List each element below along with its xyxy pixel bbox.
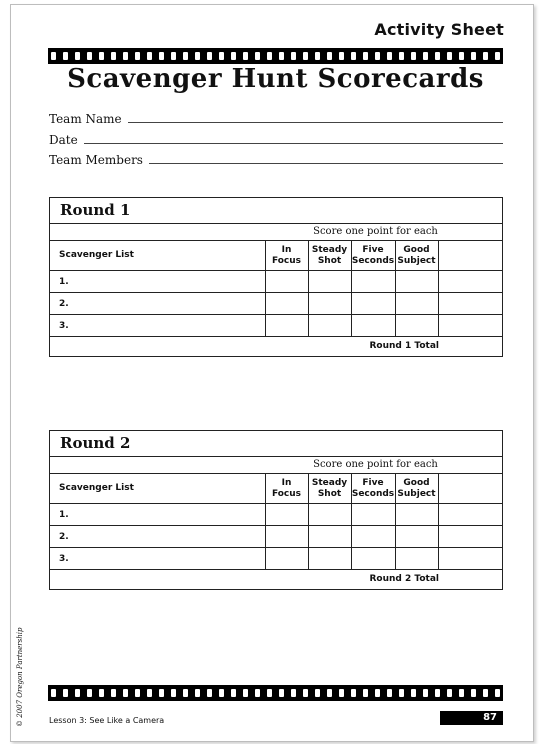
sprocket-hole bbox=[219, 52, 224, 60]
sprocket-hole bbox=[387, 689, 392, 697]
score-cell[interactable] bbox=[395, 315, 438, 337]
sprocket-hole bbox=[483, 52, 488, 60]
five-seconds-header bbox=[351, 474, 395, 504]
round-1-total-row[interactable] bbox=[50, 337, 502, 356]
score-cell[interactable] bbox=[438, 548, 502, 570]
score-cell[interactable] bbox=[308, 315, 351, 337]
sprocket-hole bbox=[459, 52, 464, 60]
table-row bbox=[50, 526, 502, 548]
date-label: Date bbox=[49, 133, 78, 147]
score-cell[interactable] bbox=[395, 526, 438, 548]
blank-header bbox=[438, 241, 502, 271]
team-members-line[interactable] bbox=[149, 163, 503, 164]
round-2-scorecard bbox=[49, 430, 503, 590]
sprocket-hole bbox=[243, 689, 248, 697]
score-cell[interactable] bbox=[395, 548, 438, 570]
in-focus-line1: In bbox=[281, 477, 292, 488]
page-number: 87 bbox=[440, 711, 503, 725]
sprocket-hole bbox=[99, 52, 104, 60]
five-seconds-line2: Seconds bbox=[351, 255, 395, 266]
sprocket-hole bbox=[303, 52, 308, 60]
sprocket-hole bbox=[147, 52, 152, 60]
team-name-label: Team Name bbox=[49, 112, 122, 126]
row-number[interactable]: 3. bbox=[50, 548, 265, 570]
good-subject-line1: Good bbox=[403, 477, 430, 488]
sprocket-hole bbox=[63, 689, 68, 697]
filmstrip-top bbox=[48, 48, 503, 64]
score-cell[interactable] bbox=[265, 548, 308, 570]
sprocket-hole bbox=[339, 689, 344, 697]
in-focus-line1: In bbox=[281, 244, 292, 255]
sprocket-hole bbox=[483, 689, 488, 697]
score-note-row bbox=[50, 457, 502, 474]
good-subject-line2: Subject bbox=[397, 255, 436, 266]
score-cell[interactable] bbox=[438, 271, 502, 293]
sprocket-hole bbox=[183, 689, 188, 697]
score-cell[interactable] bbox=[265, 504, 308, 526]
sprocket-hole bbox=[387, 52, 392, 60]
sprocket-hole bbox=[183, 52, 188, 60]
sprocket-hole bbox=[327, 689, 332, 697]
sprocket-hole bbox=[75, 689, 80, 697]
sprocket-hole bbox=[375, 52, 380, 60]
sprocket-hole bbox=[351, 52, 356, 60]
good-subject-line1: Good bbox=[403, 244, 430, 255]
score-cell[interactable] bbox=[308, 526, 351, 548]
sprocket-hole bbox=[51, 689, 56, 697]
sprocket-hole bbox=[63, 52, 68, 60]
round-2-total-label: Round 2 Total bbox=[369, 574, 439, 584]
score-cell[interactable] bbox=[351, 548, 395, 570]
in-focus-line2: Focus bbox=[271, 255, 302, 266]
sprocket-hole bbox=[231, 52, 236, 60]
score-cell[interactable] bbox=[351, 526, 395, 548]
filmstrip-bottom bbox=[48, 685, 503, 701]
round-1-scorecard bbox=[49, 197, 503, 357]
sprocket-hole bbox=[171, 689, 176, 697]
sprocket-hole bbox=[147, 689, 152, 697]
sprocket-hole bbox=[339, 52, 344, 60]
date-line[interactable] bbox=[84, 143, 503, 144]
sprocket-hole bbox=[459, 689, 464, 697]
scavenger-list-header: Scavenger List bbox=[50, 241, 265, 271]
score-cell[interactable] bbox=[395, 293, 438, 315]
score-cell[interactable] bbox=[351, 504, 395, 526]
score-cell[interactable] bbox=[308, 548, 351, 570]
good-subject-header bbox=[395, 474, 438, 504]
blank-header bbox=[438, 474, 502, 504]
five-seconds-line1: Five bbox=[362, 244, 384, 255]
sprocket-hole bbox=[159, 689, 164, 697]
score-note: Score one point for each bbox=[313, 226, 438, 237]
sprocket-hole bbox=[171, 52, 176, 60]
score-cell[interactable] bbox=[395, 271, 438, 293]
sprocket-hole bbox=[135, 689, 140, 697]
score-cell[interactable] bbox=[438, 526, 502, 548]
score-cell[interactable] bbox=[438, 315, 502, 337]
sprocket-hole bbox=[291, 689, 296, 697]
score-cell[interactable] bbox=[351, 315, 395, 337]
score-cell[interactable] bbox=[308, 504, 351, 526]
score-cell[interactable] bbox=[438, 293, 502, 315]
sprocket-hole bbox=[435, 52, 440, 60]
good-subject-line2: Subject bbox=[397, 488, 436, 499]
sprocket-hole bbox=[255, 689, 260, 697]
steady-shot-line2: Shot bbox=[317, 488, 342, 499]
sprocket-hole bbox=[399, 52, 404, 60]
row-number[interactable]: 2. bbox=[50, 526, 265, 548]
team-members-field[interactable] bbox=[49, 149, 503, 167]
sprocket-hole bbox=[363, 52, 368, 60]
sprocket-hole bbox=[315, 689, 320, 697]
scavenger-list-header: Scavenger List bbox=[50, 474, 265, 504]
sprocket-hole bbox=[123, 689, 128, 697]
score-cell[interactable] bbox=[265, 315, 308, 337]
sprocket-hole bbox=[267, 52, 272, 60]
in-focus-header bbox=[265, 241, 308, 271]
header-row bbox=[50, 474, 502, 504]
sprocket-hole bbox=[207, 52, 212, 60]
sprocket-hole bbox=[111, 689, 116, 697]
sprocket-hole bbox=[75, 52, 80, 60]
sprocket-hole bbox=[159, 52, 164, 60]
score-note-spacer bbox=[50, 457, 265, 473]
score-cell[interactable] bbox=[438, 504, 502, 526]
sprocket-hole bbox=[471, 52, 476, 60]
steady-shot-line1: Steady bbox=[311, 244, 348, 255]
sprocket-hole bbox=[243, 52, 248, 60]
round-2-total-row[interactable] bbox=[50, 570, 502, 589]
sprocket-hole bbox=[495, 52, 500, 60]
table-row bbox=[50, 548, 502, 570]
sprocket-hole bbox=[135, 52, 140, 60]
sprocket-hole bbox=[351, 689, 356, 697]
sprocket-hole bbox=[327, 52, 332, 60]
sprocket-hole bbox=[363, 689, 368, 697]
sprocket-hole bbox=[471, 689, 476, 697]
team-name-field[interactable] bbox=[49, 108, 503, 126]
round-2-title: Round 2 bbox=[50, 431, 502, 457]
round-2-table bbox=[50, 474, 502, 570]
lesson-footer: Lesson 3: See Like a Camera bbox=[49, 716, 165, 725]
score-cell[interactable] bbox=[265, 526, 308, 548]
sprocket-hole bbox=[495, 689, 500, 697]
score-cell[interactable] bbox=[308, 293, 351, 315]
sprocket-hole bbox=[291, 52, 296, 60]
steady-shot-header bbox=[308, 474, 351, 504]
sprocket-hole bbox=[375, 689, 380, 697]
round-1-table bbox=[50, 241, 502, 337]
score-cell[interactable] bbox=[351, 293, 395, 315]
row-number[interactable]: 3. bbox=[50, 315, 265, 337]
sprocket-hole bbox=[447, 689, 452, 697]
sprocket-hole bbox=[315, 52, 320, 60]
sprocket-hole bbox=[195, 689, 200, 697]
sprocket-hole bbox=[267, 689, 272, 697]
score-cell[interactable] bbox=[308, 271, 351, 293]
score-note: Score one point for each bbox=[313, 459, 438, 470]
sprocket-hole bbox=[87, 52, 92, 60]
table-row bbox=[50, 293, 502, 315]
row-number[interactable]: 2. bbox=[50, 293, 265, 315]
score-cell[interactable] bbox=[351, 271, 395, 293]
sprocket-hole bbox=[411, 52, 416, 60]
score-note-spacer bbox=[50, 224, 265, 240]
table-row bbox=[50, 271, 502, 293]
table-row bbox=[50, 504, 502, 526]
sprocket-hole bbox=[195, 52, 200, 60]
team-name-line[interactable] bbox=[128, 122, 503, 123]
table-row bbox=[50, 315, 502, 337]
sprocket-hole bbox=[123, 52, 128, 60]
five-seconds-line1: Five bbox=[362, 477, 384, 488]
in-focus-line2: Focus bbox=[271, 488, 302, 499]
sprocket-hole bbox=[219, 689, 224, 697]
round-1-title: Round 1 bbox=[50, 198, 502, 224]
sprocket-hole bbox=[87, 689, 92, 697]
steady-shot-line2: Shot bbox=[317, 255, 342, 266]
round-1-total-label: Round 1 Total bbox=[369, 341, 439, 351]
copyright-notice: © 2007 Oregon Partnership bbox=[16, 627, 24, 727]
date-field[interactable] bbox=[49, 129, 503, 147]
score-cell[interactable] bbox=[265, 271, 308, 293]
sprocket-hole bbox=[435, 689, 440, 697]
sprocket-hole bbox=[411, 689, 416, 697]
sprocket-hole bbox=[399, 689, 404, 697]
sprocket-hole bbox=[207, 689, 212, 697]
sprocket-hole bbox=[423, 52, 428, 60]
sprocket-hole bbox=[303, 689, 308, 697]
header-row bbox=[50, 241, 502, 271]
sprocket-hole bbox=[51, 52, 56, 60]
sprocket-hole bbox=[423, 689, 428, 697]
score-cell[interactable] bbox=[395, 504, 438, 526]
sprocket-hole bbox=[279, 689, 284, 697]
team-members-label: Team Members bbox=[49, 153, 143, 167]
activity-sheet-label: Activity Sheet bbox=[374, 20, 504, 39]
row-number[interactable]: 1. bbox=[50, 504, 265, 526]
in-focus-header bbox=[265, 474, 308, 504]
score-note-row bbox=[50, 224, 502, 241]
score-cell[interactable] bbox=[265, 293, 308, 315]
sprocket-hole bbox=[111, 52, 116, 60]
page-title: Scavenger Hunt Scorecards bbox=[67, 64, 484, 94]
five-seconds-line2: Seconds bbox=[351, 488, 395, 499]
sprocket-hole bbox=[447, 52, 452, 60]
row-number[interactable]: 1. bbox=[50, 271, 265, 293]
steady-shot-header bbox=[308, 241, 351, 271]
sprocket-hole bbox=[99, 689, 104, 697]
good-subject-header bbox=[395, 241, 438, 271]
sprocket-hole bbox=[231, 689, 236, 697]
sprocket-hole bbox=[279, 52, 284, 60]
five-seconds-header bbox=[351, 241, 395, 271]
sprocket-hole bbox=[255, 52, 260, 60]
steady-shot-line1: Steady bbox=[311, 477, 348, 488]
